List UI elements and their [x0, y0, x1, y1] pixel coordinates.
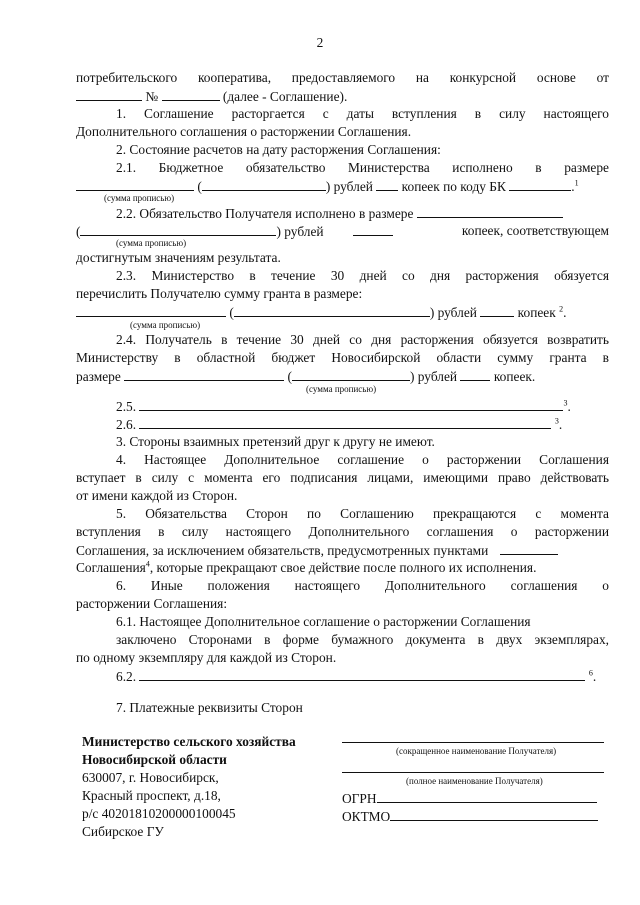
full-name-line — [342, 772, 604, 773]
blank-line — [139, 398, 563, 411]
text-line: достигнутым значениям результата. — [76, 250, 281, 265]
blank-bk-code — [509, 178, 571, 191]
text-fragment: (далее - Соглашение). — [222, 89, 348, 104]
text-line: 1. Соглашение расторгается с даты вступления в силу настоящего — [116, 106, 609, 121]
footnote-mark: 3 — [554, 416, 559, 426]
blank-sum — [417, 205, 563, 218]
text-fragment: ) рублей — [409, 369, 458, 384]
text-fragment: ( — [197, 179, 202, 194]
blank-date — [76, 88, 142, 101]
text-line: 2.6. $^3$. — [116, 416, 563, 432]
text-fragment: 6.2. — [116, 669, 137, 684]
blank-kopecks — [460, 368, 490, 381]
blank-sum — [76, 304, 226, 317]
blank-kopecks — [353, 223, 393, 236]
ministry-account: р/с 40201810200000100045 — [82, 806, 236, 821]
caption-short-name: (сокращенное наименование Получателя) — [396, 746, 557, 756]
page-number: 2 — [316, 35, 324, 50]
text-fragment: ( — [76, 224, 81, 239]
oktmo-blank — [390, 808, 598, 821]
text-fragment: 2.5. — [116, 399, 137, 414]
blank-sum-words — [292, 368, 410, 381]
text-line: 6. Иные положения настоящего Дополнительного соглашения о — [116, 578, 609, 593]
text-line — [76, 542, 558, 559]
short-name-line — [342, 742, 604, 743]
text-line: 6.2. $^6$. — [116, 668, 597, 684]
ogrn-blank — [377, 790, 597, 803]
text-fragment: размере — [76, 369, 121, 384]
text-line — [76, 88, 347, 105]
text-line: Министерству в областной бюджет Новосибирской области сумму гранта в — [76, 350, 609, 365]
blank-line — [139, 668, 585, 681]
blank-number — [162, 88, 220, 101]
text-line: 4. Настоящее Дополнительное соглашение о расторжении Соглашения — [116, 452, 609, 467]
caption-sum-words: (сумма прописью) — [306, 384, 377, 394]
number-sign: № — [145, 89, 159, 104]
text-fragment: копеек. — [493, 369, 536, 384]
text-line: 2.4. Получатель в течение 30 дней со дня расторжения обязуется возвратить — [116, 332, 609, 347]
blank-sum — [124, 368, 284, 381]
text-line — [76, 368, 535, 385]
footnote-mark: 4 — [145, 559, 150, 569]
text-fragment: Соглашения, за исключением обязательств, предусмотренных пунктами — [76, 543, 489, 558]
text-line: 3. Стороны взаимных претензий друг к другу не имеют. — [116, 434, 435, 449]
ministry-address: Красный проспект, д.18, — [82, 788, 221, 803]
caption-full-name: (полное наименование Получателя) — [406, 776, 543, 786]
section-title: 7. Платежные реквизиты Сторон — [116, 700, 303, 715]
caption-sum-words: (сумма прописью) — [130, 320, 201, 330]
blank-kopecks — [376, 178, 398, 191]
text-fragment: копеек — [517, 305, 556, 320]
text-line — [116, 205, 563, 222]
caption-sum-words: (сумма прописью) — [116, 238, 187, 248]
caption-sum-words: (сумма прописью) — [104, 193, 175, 203]
text-fragment: , которые прекращают свое действие после полного их исполнения. — [149, 560, 537, 575]
text-line: вступает в силу с момента его подписания лицами, имеющими право действовать — [76, 470, 609, 485]
text-fragment: 2.2. Обязательство Получателя исполнено в размере — [116, 206, 414, 221]
text-fragment: ( — [287, 369, 292, 384]
footnote-mark: 3 — [563, 398, 568, 408]
text-line: перечислить Получателю сумму гранта в размере: — [76, 286, 363, 301]
text-line: вступления в силу настоящего Дополнительного соглашения о расторжении — [76, 524, 609, 539]
text-line: 6.1. Настоящее Дополнительное соглашение о расторжении Соглашения — [116, 614, 531, 629]
ministry-name: Новосибирской области — [82, 752, 227, 767]
blank-sum-words — [234, 304, 430, 317]
oktmo-label: ОКТМО — [342, 809, 391, 824]
blank-line — [139, 416, 551, 429]
text-line: 2.3. Министерство в течение 30 дней со дня расторжения обязуется — [116, 268, 609, 283]
ogrn-label: ОГРН — [342, 791, 377, 806]
blank-sum-words — [202, 178, 326, 191]
text-line: потребительского кооператива, предоставляемого на конкурсной основе от — [76, 70, 609, 85]
text-line: 2. Состояние расчетов на дату расторжения Соглашения: — [116, 142, 441, 157]
footnote-mark: 6 — [588, 668, 593, 678]
text-fragment: ( — [229, 305, 234, 320]
text-fragment: копеек по коду БК — [401, 179, 506, 194]
footnote-mark: 1 — [574, 178, 579, 188]
text-fragment: 2.6. — [116, 417, 137, 432]
text-fragment: Соглашения — [76, 560, 146, 575]
ministry-name: Министерство сельского хозяйства — [82, 734, 296, 749]
ministry-address: 630007, г. Новосибирск, — [82, 770, 219, 785]
text-line: ( ) рублей копеек по коду БК .$^1$ — [76, 178, 579, 195]
ogrn-row — [342, 790, 597, 807]
text-fragment: ) рублей — [429, 305, 477, 320]
text-line: по одному экземпляру для каждой из Сторон. — [76, 650, 337, 665]
text-line — [76, 560, 536, 576]
text-line: 5. Обязательства Сторон по Соглашению прекращаются с момента — [116, 506, 609, 521]
blank-sum-words — [80, 223, 276, 236]
text-line: 2.1. Бюджетное обязательство Министерства исполнено в размере — [116, 160, 609, 175]
blank-kopecks — [480, 304, 514, 317]
text-line: ( ) рублей копеек $^2$. — [76, 304, 566, 321]
footnote-mark: 2 — [559, 304, 564, 314]
blank-sum — [76, 178, 194, 191]
blank-clauses — [500, 542, 558, 555]
text-line: заключено Сторонами в форме бумажного документа в двух экземплярах, — [116, 632, 609, 647]
text-line: расторжении Соглашения: — [76, 596, 228, 611]
ministry-bank: Сибирское ГУ — [82, 824, 164, 839]
text-line: от имени каждой из Сторон. — [76, 488, 238, 503]
text-line: 2.5. $^3$. — [116, 398, 571, 414]
text-fragment: копеек, соответствующем — [461, 223, 609, 238]
text-fragment: ) рублей — [325, 179, 373, 194]
text-line: Дополнительного соглашения о расторжении Соглашения. — [76, 124, 412, 139]
text-fragment: ) рублей — [276, 224, 324, 239]
oktmo-row — [342, 808, 598, 825]
